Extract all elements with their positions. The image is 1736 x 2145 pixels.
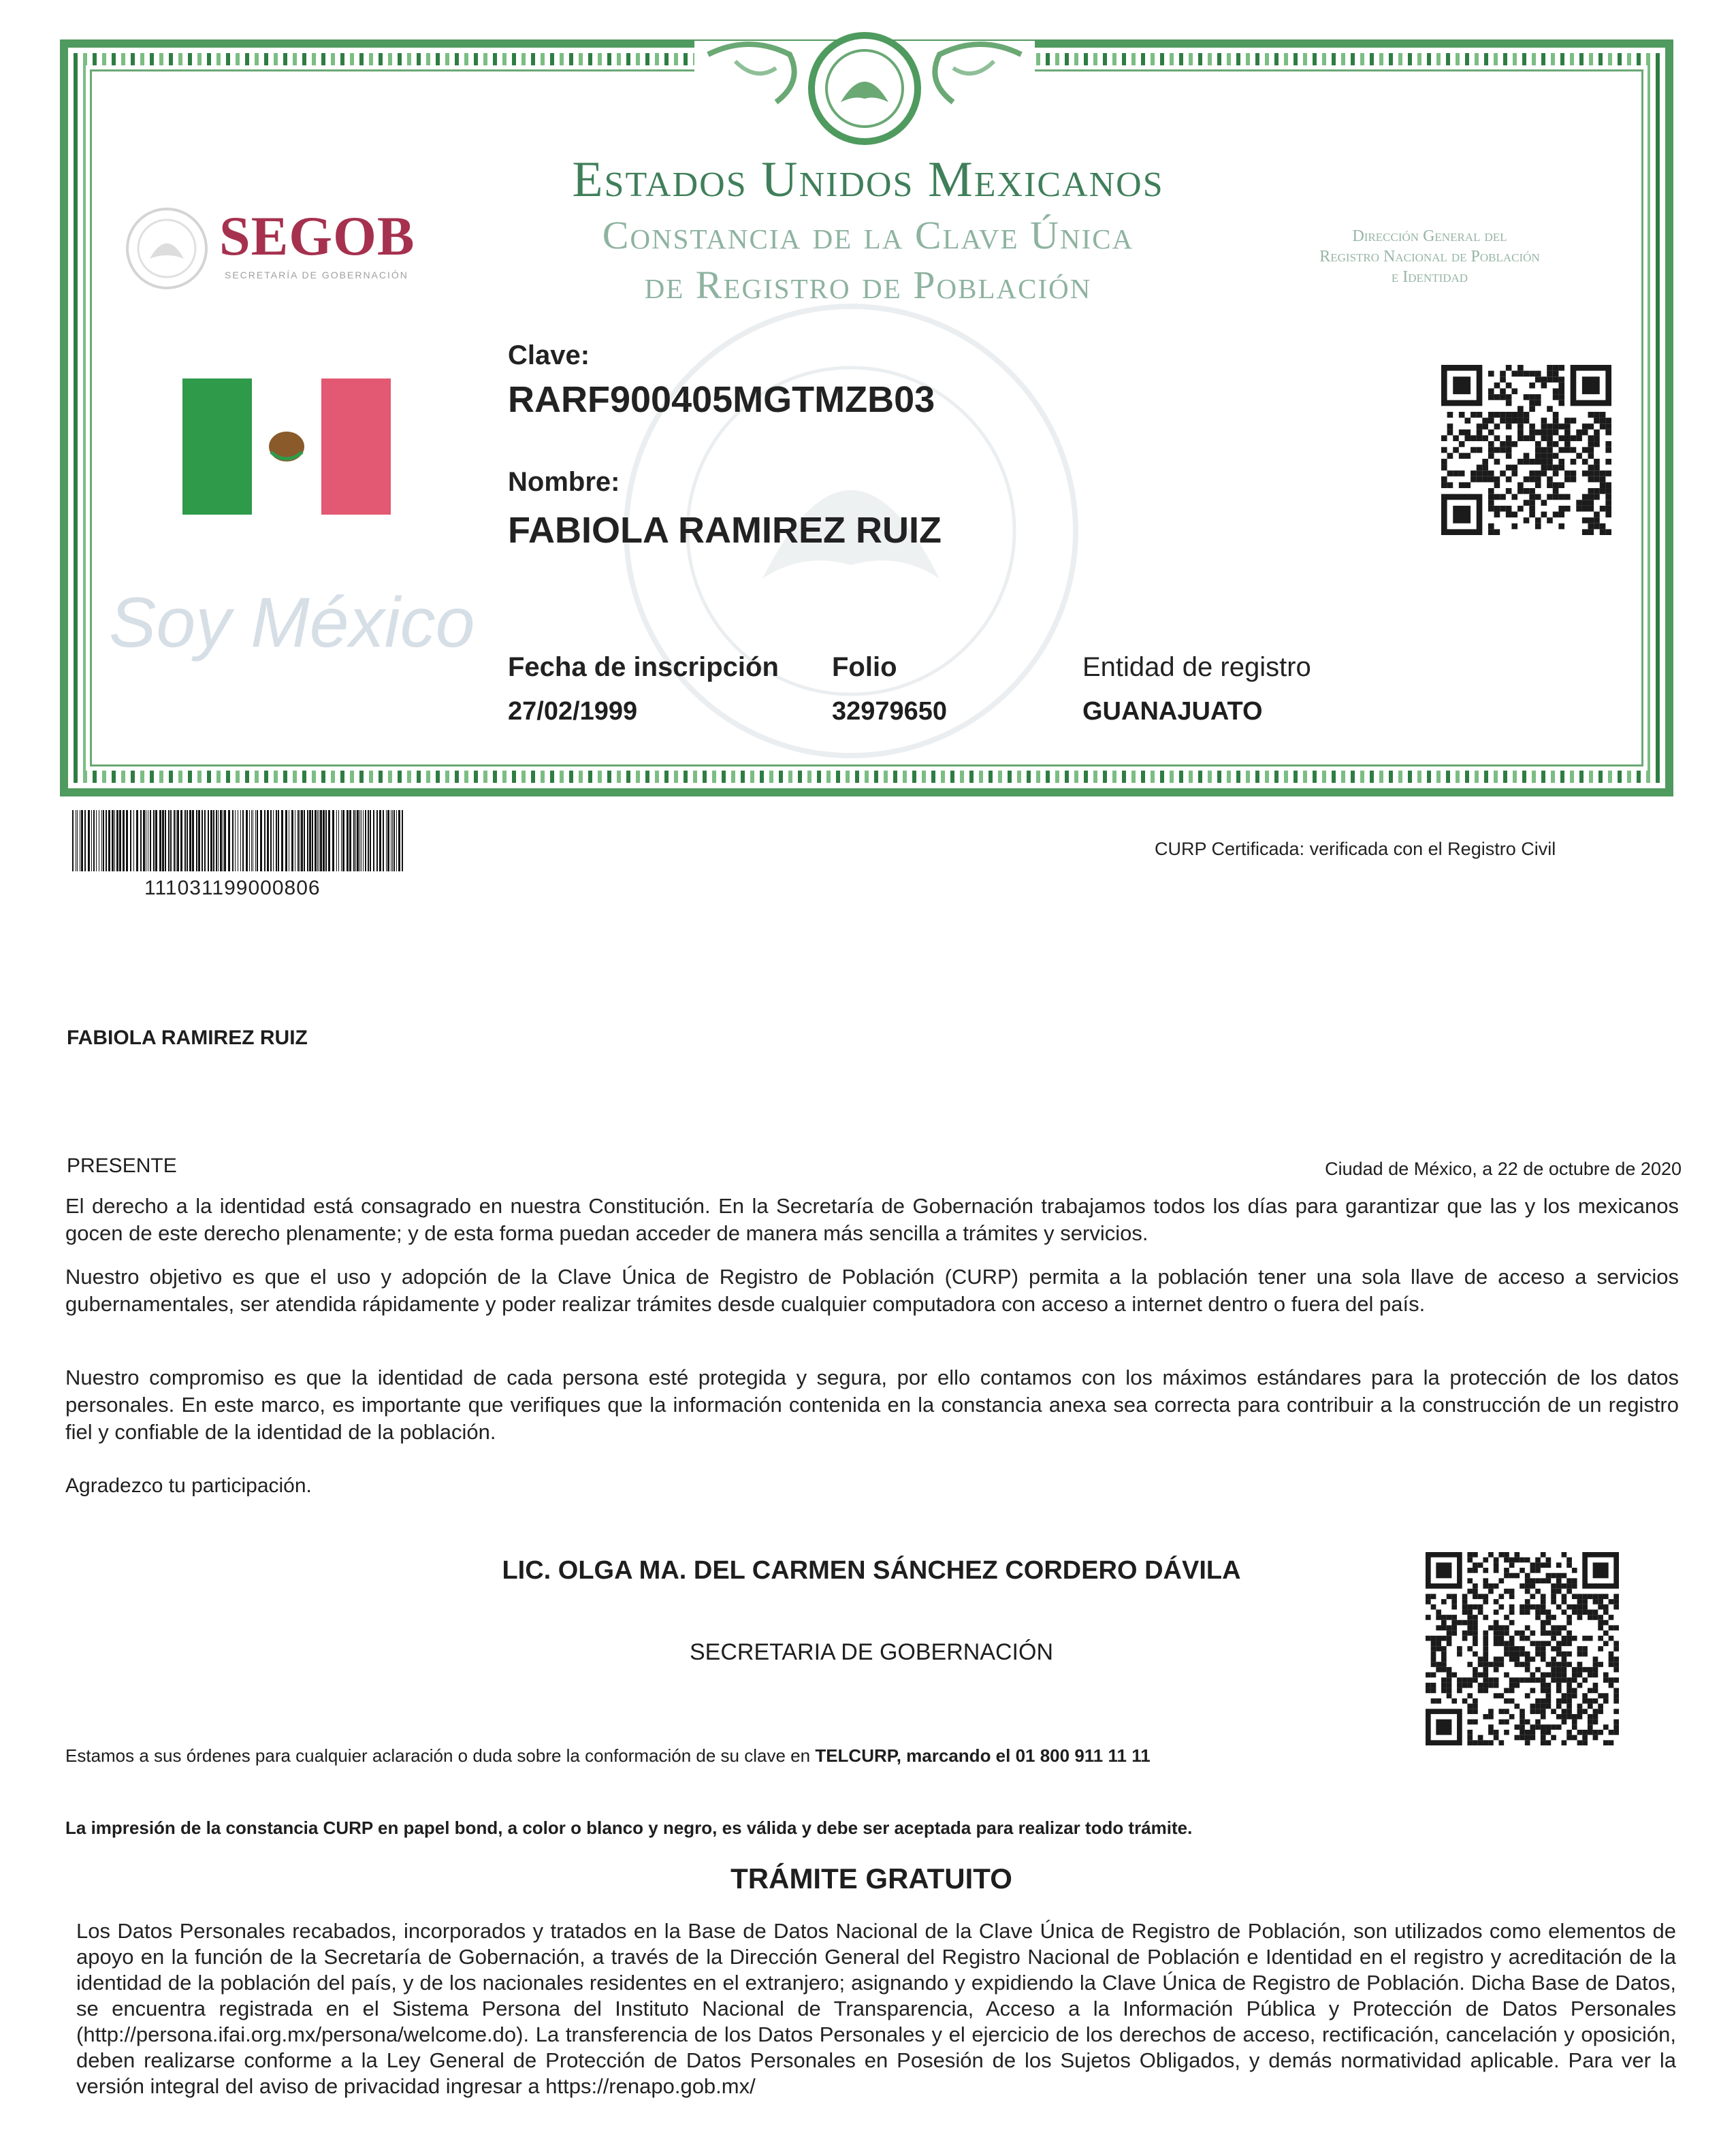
- segob-subtitle: SECRETARÍA DE GOBERNACIÓN: [225, 270, 408, 280]
- national-seal-ornament: [694, 27, 1035, 150]
- clave-label: Clave:: [508, 340, 590, 370]
- nombre-value: FABIOLA RAMIREZ RUIZ: [508, 510, 942, 551]
- barcode-number: 111031199000806: [144, 877, 321, 899]
- document-title-line2: de Registro de Población: [644, 263, 1092, 307]
- mexican-flag-icon: [182, 378, 391, 515]
- letter-place-date: Ciudad de México, a 22 de octubre de 2020: [1325, 1159, 1682, 1179]
- country-title: Estados Unidos Mexicanos: [572, 152, 1164, 208]
- contact-text: Estamos a sus órdenes para cualquier aclaración o duda sobre la conformación de su clave en: [65, 1745, 816, 1766]
- letter-paragraph-2: Nuestro objetivo es que el uso y adopción de la Clave Única de Registro de Población (CURP) permita a la población tener una sola llave de acceso a servicios gubernamentales, ser atendida rápidamente y poder realizar trámites desde cualquier computadora con acceso a internet dentro o fuera del país.: [65, 1265, 1679, 1316]
- free-procedure-title: TRÁMITE GRATUITO: [730, 1862, 1012, 1894]
- certificate-qr-code-icon: [1441, 365, 1612, 535]
- segob-logo-text: SEGOB: [219, 205, 415, 267]
- slogan-watermark: Soy México: [109, 583, 475, 662]
- letter-recipient: FABIOLA RAMIREZ RUIZ: [67, 1027, 308, 1049]
- document-title-line1: Constancia de la Clave Única: [602, 213, 1134, 257]
- curp-certified-note: CURP Certificada: verificada con el Registro Civil: [1155, 839, 1556, 859]
- fecha-inscripcion-label: Fecha de inscripción: [508, 652, 779, 682]
- entidad-registro-label: Entidad de registro: [1082, 652, 1311, 682]
- direction-line3: e Identidad: [1391, 268, 1468, 286]
- privacy-notice: Los Datos Personales recabados, incorporados y tratados en la Base de Datos Nacional de la Clave Única de Registro de Población, son utilizados como elementos de apoyo en la función de la Secretaría de Gobernación, a través de la Dirección General del Registro Nacional de Población e Identidad en el registro y acreditación de la identidad de la población del país, y de los nacionales residentes en el extranjero; asignando y expidiendo la Clave Única de Registro de Población. Dicha Base de Datos, se encuentra registrada en el Sistema Persona del Instituto Nacional de Transparencia, Acceso a la Información Pública y Protección de Datos Personales (http://persona.ifai.org.mx/persona/welcome.do). La transferencia de los Datos Personales y el ejercicio de los derechos de acceso, rectificación, cancelación y oposición, deben realizarse conforme a la Ley General de Protección de Datos Personales en Posesión de los Sujetos Obligados, y demás normatividad aplicable. Para ver la versión integral del aviso de privacidad ingresar a https://renapo.gob.mx/: [76, 1919, 1676, 2098]
- fecha-inscripcion-value: 27/02/1999: [508, 697, 638, 726]
- folio-label: Folio: [832, 652, 897, 682]
- barcode-icon: [72, 810, 404, 871]
- segob-seal-icon: [123, 204, 211, 293]
- signature-qr-code-icon: [1426, 1552, 1619, 1745]
- nombre-label: Nombre:: [508, 467, 620, 497]
- letter-thanks: Agradezco tu participación.: [65, 1474, 312, 1497]
- letter-paragraph-3: Nuestro compromiso es que la identidad de cada persona esté protegida y segura, por ello contamos con los máximos estándares para la protección de los datos personales. En este marco, es importante que verifiques que la información contenida en la constancia anexa sea correcta para contribuir a la construcción de un registro fiel y confiable de la identidad de la población.: [65, 1366, 1679, 1444]
- contact-note: [65, 1745, 1151, 1767]
- direction-line1: Dirección General del: [1352, 227, 1507, 245]
- bond-paper-note: La impresión de la constancia CURP en papel bond, a color o blanco y negro, es válida y debe ser aceptada para realizar todo trámite.: [65, 1818, 1193, 1838]
- direction-line2: Registro Nacional de Población: [1319, 248, 1540, 265]
- letter-presente: PRESENTE: [67, 1155, 177, 1177]
- folio-value: 32979650: [832, 697, 948, 726]
- clave-value: RARF900405MGTMZB03: [508, 379, 935, 420]
- entidad-registro-value: GUANAJUATO: [1082, 697, 1263, 726]
- signer-name: LIC. OLGA MA. DEL CARMEN SÁNCHEZ CORDERO DÁVILA: [502, 1556, 1241, 1585]
- contact-phone: TELCURP, marcando el 01 800 911 11 11: [815, 1745, 1151, 1766]
- issuing-direction: [1253, 226, 1607, 287]
- signer-title: SECRETARIA DE GOBERNACIÓN: [689, 1639, 1054, 1665]
- letter-paragraph-1: El derecho a la identidad está consagrado en nuestra Constitución. En la Secretaría de Gobernación trabajamos todos los días para garantizar que las y los mexicanos gocen de este derecho plenamente; y de esta forma puedan acceder de manera más sencilla a trámites y servicios.: [65, 1194, 1679, 1245]
